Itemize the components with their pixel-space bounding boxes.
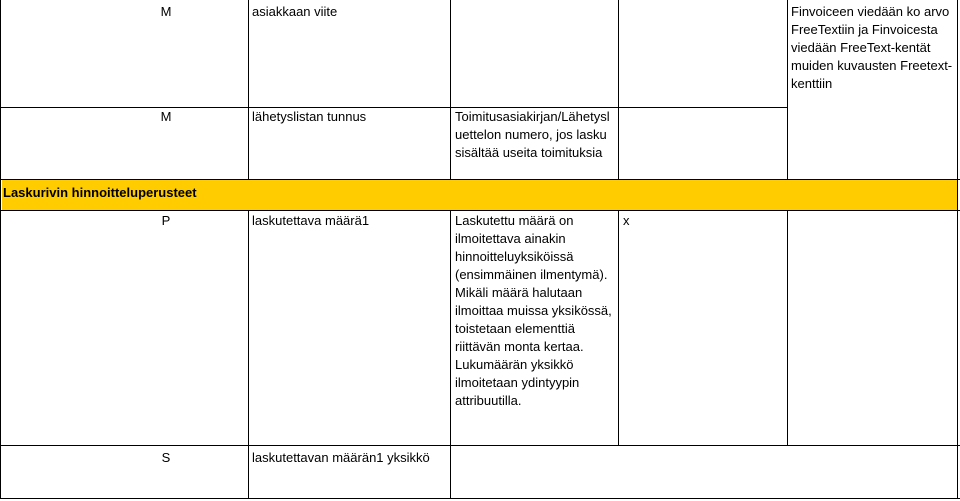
hline-row4-top [0, 445, 960, 446]
row1-code: M [160, 4, 172, 19]
row2-description: Toimitusasiakirjan/Lähetysluettelon numero, jos lasku sisältää useita toimituksia [455, 109, 610, 160]
row4-element: laskutettavan määrän1 yksikkö [252, 450, 430, 465]
row2-code: M [160, 109, 172, 124]
row3-description: Laskutettu määrä on ilmoitettava ainakin hinnoitteluyksiköissä (ensimmäinen ilmentymä). Mikäli määrä halutaan ilmoittaa muissa yksikössä, toistetaan elementtiä riittävän monta kertaa. Lukumäärän yksikkö ilmoitetaan ydintyypin attribuutilla. [455, 213, 612, 408]
row1-element: asiakkaan viite [252, 4, 338, 19]
vline-mark-lower [787, 210, 788, 446]
row2-element: lähetyslistan tunnus [252, 109, 367, 124]
section-title: Laskurivin hinnoitteluperusteet [3, 185, 197, 200]
hline-section-bottom [0, 210, 960, 211]
vline-right [957, 0, 958, 499]
vline-element-lower [450, 210, 451, 499]
hline-bottom [0, 498, 960, 499]
vline-code [248, 0, 249, 180]
vline-element [450, 0, 451, 180]
row1-note: Finvoiceen viedään ko arvo FreeTextiin ja Finvoicesta viedään FreeText-kentät muiden kuvausten Freetext-kenttiin [791, 4, 953, 91]
row3-mark: x [623, 213, 630, 228]
row3-element: laskutettava määrä1 [252, 213, 370, 228]
vline-code-lower [248, 210, 249, 499]
vline-desc [618, 0, 619, 180]
hline-section-top [0, 179, 960, 180]
vline-left [0, 0, 1, 499]
row3-code: P [161, 213, 171, 228]
vline-desc-lower [618, 210, 619, 446]
vline-mark [787, 0, 788, 180]
row4-code: S [161, 450, 171, 465]
